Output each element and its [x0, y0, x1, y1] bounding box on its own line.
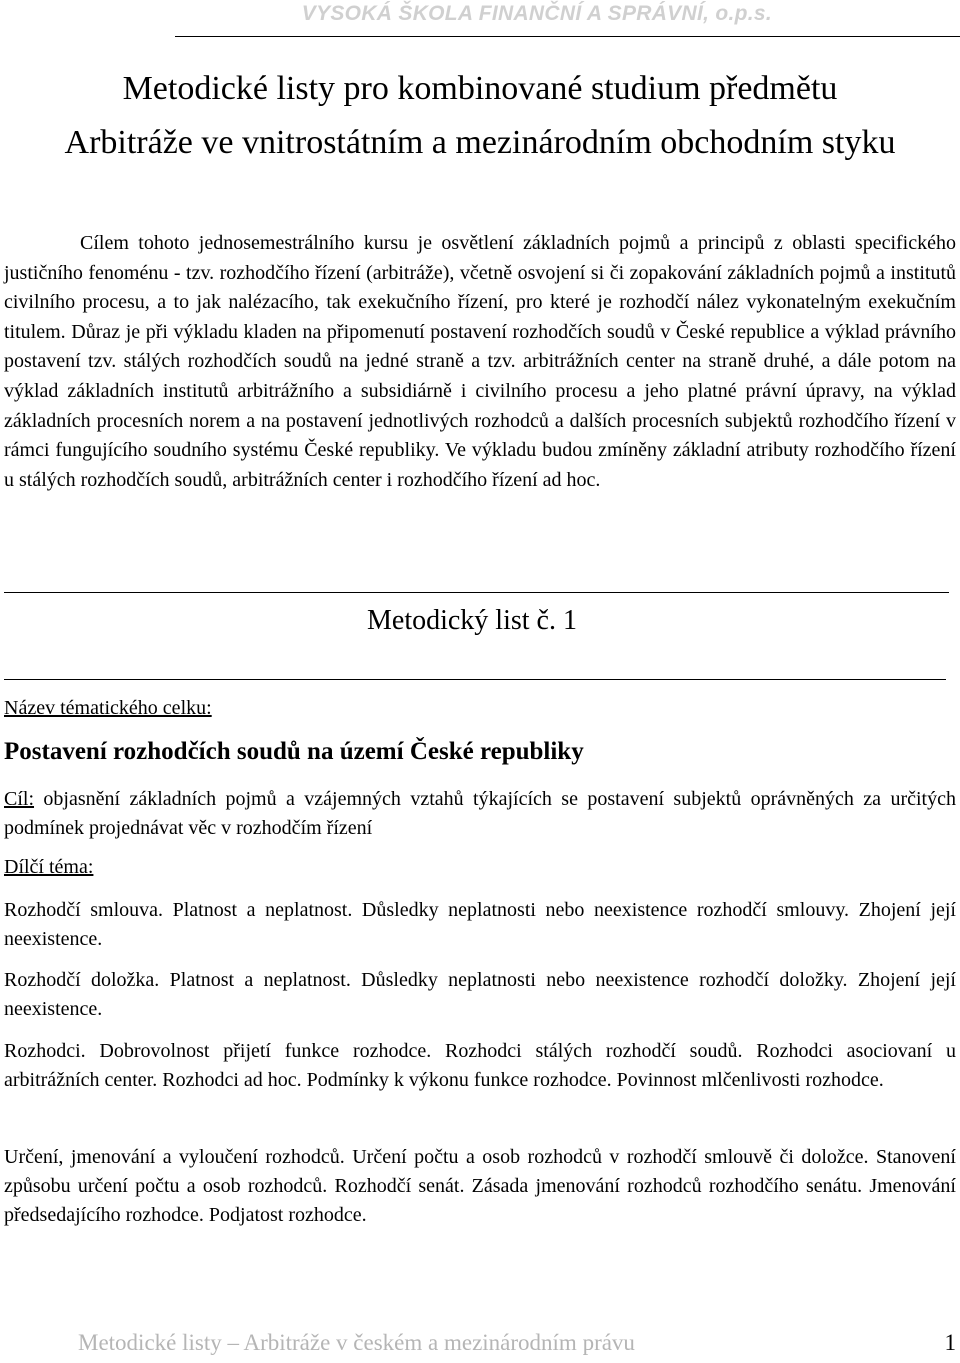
topic-paragraph: Rozhodčí doložka. Platnost a neplatnost. Důsledky neplatnosti nebo neexistence rozhodčí doložky. Zhojení její neexistence.: [4, 969, 956, 1020]
footer-text: Metodické listy – Arbitráže v českém a mezinárodním právu: [78, 1330, 635, 1355]
document-title-line-2: Arbitráže ve vnitrostátním a mezinárodním obchodním styku: [64, 124, 896, 161]
section-divider: [4, 592, 949, 593]
goal-text: objasnění základních pojmů a vzájemných vztahů týkajících se postavení subjektů oprávněných za určitých podmínek projednávat věc v rozhodčím řízení: [4, 788, 956, 839]
goal-label: Cíl:: [4, 788, 35, 810]
goal-paragraph: [4, 785, 956, 843]
topic-paragraph: Rozhodčí smlouva. Platnost a neplatnost. Důsledky neplatnosti nebo neexistence rozhodčí smlouvy. Zhojení její neexistence.: [4, 899, 956, 950]
sheet-title-divider: [4, 679, 946, 680]
subtopic-label: Dílčí téma:: [4, 856, 94, 878]
sheet-title: Metodický list č. 1: [367, 605, 577, 636]
topic-paragraph: Určení, jmenování a vyloučení rozhodců. Určení počtu a osob rozhodců v rozhodčí smlouvě či doložce. Stanovení způsobu určení počtu a osob rozhodců. Rozhodčí senát. Zásada jmenování rozhodců rozhodčího senátu. Jmenování předsedajícího rozhodce. Podjatost rozhodce.: [4, 1146, 956, 1226]
document-title-line-1: Metodické listy pro kombinované studium předmětu: [122, 70, 838, 107]
header-divider: [175, 36, 960, 37]
intro-paragraph: Cílem tohoto jednosemestrálního kursu je osvětlení základních pojmů a principů z oblasti specifického justičního fenoménu - tzv. rozhodčího řízení (arbitráže), včetně osvojení si či zopakování základních pojmů a institutů civilního procesu, a to jak nalézacího, tak exekučního řízení, pro které je rozhodčí nález vykonatelným exekučním titulem. Důraz je při výkladu kladen na připomenutí postavení rozhodčích soudů v České republice a výklad právního postavení tzv. stálých rozhodčích soudů na jedné straně a tzv. arbitrážních center na straně druhé, a dále potom na výklad základních institutů arbitrážního a subsidiárně i civilního procesu a jeho platné právní úpravy, na výklad základních procesních norem a na postavení jednotlivých rozhodců a dalších procesních subjektů rozhodčího řízení v rámci fungujícího soudního systému České republiky. Ve výkladu budou zmíněny základní atributy rozhodčího řízení u stálých rozhodčích soudů, arbitrážních center i rozhodčího řízení ad hoc.: [4, 232, 956, 491]
unit-label: Název tématického celku:: [4, 697, 212, 719]
unit-name: Postavení rozhodčích soudů na území České republiky: [4, 738, 584, 765]
page-number: 1: [944, 1330, 956, 1355]
topic-paragraph: Rozhodci. Dobrovolnost přijetí funkce rozhodce. Rozhodci stálých rozhodčí soudů. Rozhodci asociovaní u arbitrážních center. Rozhodci ad hoc. Podmínky k výkonu funkce rozhodce. Povinnost mlčenlivosti rozhodce.: [4, 1040, 956, 1091]
header-school-name: VYSOKÁ ŠKOLA FINANČNÍ A SPRÁVNÍ, o.p.s.: [301, 2, 772, 25]
